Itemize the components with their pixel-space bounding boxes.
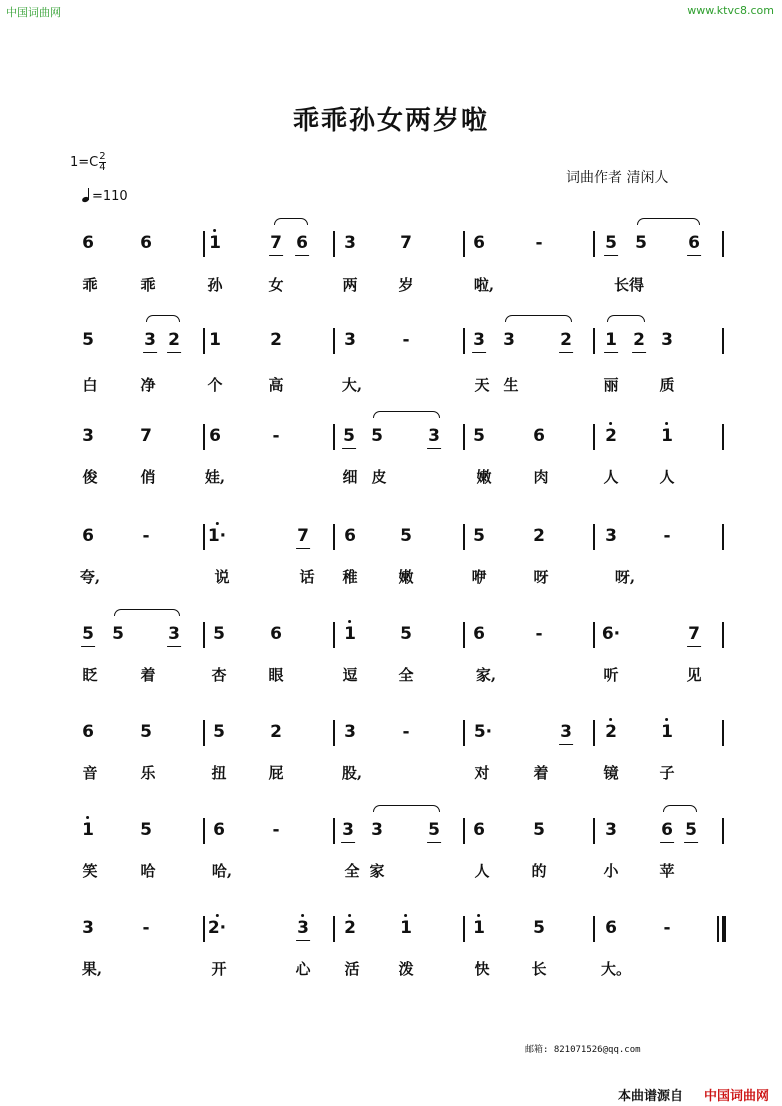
email: 邮箱: 821071526@qq.com (525, 1045, 641, 1055)
barline (203, 818, 205, 844)
lyric: 着 (140, 666, 156, 684)
note: 1· (208, 526, 226, 546)
note: 2 (533, 526, 545, 546)
note: 3 (605, 526, 617, 546)
note: 5 (140, 722, 152, 742)
note: 5 (140, 820, 152, 840)
barline (333, 328, 335, 354)
note: 2 (270, 722, 282, 742)
note: 1 (661, 722, 673, 742)
lyric: 个 (207, 376, 223, 394)
key-prefix: 1=C (70, 155, 99, 170)
dash: - (535, 233, 543, 253)
note: 5 (343, 426, 355, 446)
lyric: 质 (659, 376, 675, 394)
lyric: 大。 (600, 960, 632, 978)
lyric: 嫩 (398, 568, 414, 586)
lyric: 啦, (473, 276, 495, 294)
lyric: 高 (268, 376, 284, 394)
barline (722, 818, 724, 844)
note: 6 (82, 722, 94, 742)
barline (333, 424, 335, 450)
quarter-note-icon (82, 188, 90, 202)
tie-slur (373, 805, 440, 812)
barline (203, 916, 205, 942)
barline (463, 328, 465, 354)
note: 6 (82, 233, 94, 253)
lyric: 音 (82, 764, 98, 782)
note: 6 (473, 624, 485, 644)
barline (722, 524, 724, 550)
note: 5 (112, 624, 124, 644)
note: 3 (344, 722, 356, 742)
lyric: 丽 (603, 376, 619, 394)
lyric: 屁 (268, 764, 284, 782)
source-label: 本曲谱源自 (618, 1089, 684, 1104)
note: 5 (371, 426, 383, 446)
note: 6 (688, 233, 700, 253)
note: 5 (82, 624, 94, 644)
dash: - (142, 526, 150, 546)
watermark-right: www.ktvc8.com (687, 4, 774, 17)
dash: - (402, 722, 410, 742)
note: 6 (209, 426, 221, 446)
lyric: 大, (341, 376, 363, 394)
dash: - (272, 820, 280, 840)
lyric: 泼 (398, 960, 414, 978)
tie-slur (607, 315, 645, 322)
lyric: 俏 (140, 468, 156, 486)
lyric: 见 (686, 666, 702, 684)
time-signature (99, 152, 105, 173)
barline (463, 720, 465, 746)
lyric: 家, (475, 666, 497, 684)
lyric: 夸, (79, 568, 101, 586)
barline (717, 916, 719, 942)
barline (593, 231, 595, 257)
note: 3 (168, 624, 180, 644)
time-numerator: 2 (99, 151, 106, 162)
note: 7 (400, 233, 412, 253)
tempo-value: =110 (92, 189, 128, 204)
barline (203, 524, 205, 550)
lyric: 人 (603, 468, 619, 486)
barline (203, 424, 205, 450)
note: 5 (213, 722, 225, 742)
lyric: 人 (659, 468, 675, 486)
lyric: 笑 (82, 862, 98, 880)
note: 3 (503, 330, 515, 350)
final-barline (722, 916, 726, 942)
note: 3 (344, 330, 356, 350)
note: 1 (661, 426, 673, 446)
note: 3 (82, 918, 94, 938)
note: 6 (213, 820, 225, 840)
note: 5 (473, 526, 485, 546)
note: 5 (428, 820, 440, 840)
barline (593, 328, 595, 354)
barline (463, 818, 465, 844)
note: 6· (601, 624, 621, 644)
note: 6 (661, 820, 673, 840)
lyric: 岁 (398, 276, 414, 294)
tie-slur (373, 411, 440, 418)
note: 1 (209, 233, 221, 253)
dash: - (272, 426, 280, 446)
lyric: 皮 (371, 468, 387, 486)
lyric: 生 (503, 376, 519, 394)
lyric: 子 (659, 764, 675, 782)
lyric: 扭 (211, 764, 227, 782)
source-site: 中国词曲网 (704, 1089, 770, 1104)
watermark-left: 中国词曲网 (6, 6, 61, 19)
note: 5 (635, 233, 647, 253)
lyric: 哈 (140, 862, 156, 880)
lyric: 的 (531, 862, 547, 880)
note: 3 (82, 426, 94, 446)
lyric: 眨 (82, 666, 98, 684)
lyric: 女 (268, 276, 284, 294)
lyric: 活 (344, 960, 360, 978)
barline (593, 916, 595, 942)
barline (593, 818, 595, 844)
lyric: 镜 (603, 764, 619, 782)
note: 6 (270, 624, 282, 644)
note: 3 (560, 722, 572, 742)
note: 3 (605, 820, 617, 840)
barline (333, 818, 335, 844)
tie-slur (274, 218, 308, 225)
song-title: 乖乖孙女两岁啦 (292, 106, 489, 136)
lyric: 细 (342, 468, 358, 486)
note: 2 (270, 330, 282, 350)
note: 2· (208, 918, 226, 938)
barline (593, 622, 595, 648)
note: 6 (140, 233, 152, 253)
lyric: 净 (140, 376, 156, 394)
lyric: 眼 (268, 666, 284, 684)
lyric: 嫩 (476, 468, 492, 486)
lyric: 快 (474, 960, 490, 978)
note: 5 (400, 624, 412, 644)
barline (593, 720, 595, 746)
barline (722, 622, 724, 648)
dash: - (535, 624, 543, 644)
note: 7 (297, 526, 309, 546)
lyric: 话 (299, 568, 315, 586)
time-denominator: 4 (99, 162, 106, 173)
lyric: 杏 (211, 666, 227, 684)
tie-slur (637, 218, 700, 225)
lyric: 乐 (140, 764, 156, 782)
lyric: 乖 (140, 276, 156, 294)
lyric: 白 (82, 376, 98, 394)
note: 6 (296, 233, 308, 253)
note: 1 (209, 330, 221, 350)
note: 5· (473, 722, 493, 742)
lyric: 说 (214, 568, 230, 586)
note: 6 (473, 233, 485, 253)
lyric: 对 (474, 764, 490, 782)
lyric: 开 (211, 960, 227, 978)
lyric: 苹 (659, 862, 675, 880)
author-credit: 词曲作者 清闲人 (566, 170, 669, 186)
note: 1 (473, 918, 485, 938)
note: 5 (473, 426, 485, 446)
note: 2 (633, 330, 645, 350)
lyric: 心 (295, 960, 311, 978)
lyric: 俊 (82, 468, 98, 486)
note: 3 (342, 820, 354, 840)
key-signature (70, 152, 106, 173)
lyric: 听 (603, 666, 619, 684)
note: 5 (213, 624, 225, 644)
barline (333, 916, 335, 942)
note: 1 (344, 624, 356, 644)
barline (333, 622, 335, 648)
note: 2 (344, 918, 356, 938)
dash: - (663, 526, 671, 546)
tie-slur (146, 315, 180, 322)
lyric: 着 (533, 764, 549, 782)
barline (463, 622, 465, 648)
lyric: 哈, (211, 862, 233, 880)
dash: - (402, 330, 410, 350)
lyric: 人 (474, 862, 490, 880)
barline (203, 231, 205, 257)
lyric: 果, (81, 960, 103, 978)
barline (463, 916, 465, 942)
note: 6 (344, 526, 356, 546)
lyric: 全 (344, 862, 360, 880)
lyric: 家 (369, 862, 385, 880)
note: 3 (344, 233, 356, 253)
lyric: 逗 (342, 666, 358, 684)
lyric: 两 (342, 276, 358, 294)
note: 6 (533, 426, 545, 446)
note: 7 (140, 426, 152, 446)
note: 1 (82, 820, 94, 840)
lyric: 呀 (533, 568, 549, 586)
barline (722, 424, 724, 450)
barline (463, 524, 465, 550)
barline (203, 622, 205, 648)
barline (333, 720, 335, 746)
note: 7 (688, 624, 700, 644)
barline (593, 524, 595, 550)
note: 3 (473, 330, 485, 350)
lyric: 肉 (533, 468, 549, 486)
lyric: 孙 (207, 276, 223, 294)
barline (463, 231, 465, 257)
barline (463, 424, 465, 450)
tie-slur (505, 315, 572, 322)
note: 2 (560, 330, 572, 350)
dash: - (663, 918, 671, 938)
lyric: 乖 (82, 276, 98, 294)
note: 1 (400, 918, 412, 938)
lyric: 股, (341, 764, 363, 782)
lyric: 长 (531, 960, 547, 978)
note: 2 (168, 330, 180, 350)
note: 6 (605, 918, 617, 938)
lyric: 呀, (614, 568, 636, 586)
note: 5 (82, 330, 94, 350)
dash: - (142, 918, 150, 938)
note: 6 (473, 820, 485, 840)
barline (722, 231, 724, 257)
lyric: 长得 (613, 276, 645, 294)
note: 7 (270, 233, 282, 253)
note: 5 (605, 233, 617, 253)
barline (722, 720, 724, 746)
lyric: 稚 (342, 568, 358, 586)
lyric: 全 (398, 666, 414, 684)
note: 5 (685, 820, 697, 840)
note: 6 (82, 526, 94, 546)
barline (333, 524, 335, 550)
barline (593, 424, 595, 450)
barline (203, 720, 205, 746)
note: 3 (661, 330, 673, 350)
note: 3 (297, 918, 309, 938)
tempo-marking (82, 188, 128, 204)
note: 5 (400, 526, 412, 546)
note: 3 (371, 820, 383, 840)
lyric: 娃, (204, 468, 226, 486)
lyric: 咿 (471, 568, 487, 586)
tie-slur (114, 609, 180, 616)
barline (333, 231, 335, 257)
note: 5 (533, 918, 545, 938)
lyric: 小 (603, 862, 619, 880)
note: 3 (428, 426, 440, 446)
note: 3 (144, 330, 156, 350)
lyric: 天 (474, 376, 490, 394)
note: 1 (605, 330, 617, 350)
note: 5 (533, 820, 545, 840)
note: 2 (605, 426, 617, 446)
barline (203, 328, 205, 354)
note: 2 (605, 722, 617, 742)
barline (722, 328, 724, 354)
tie-slur (663, 805, 697, 812)
